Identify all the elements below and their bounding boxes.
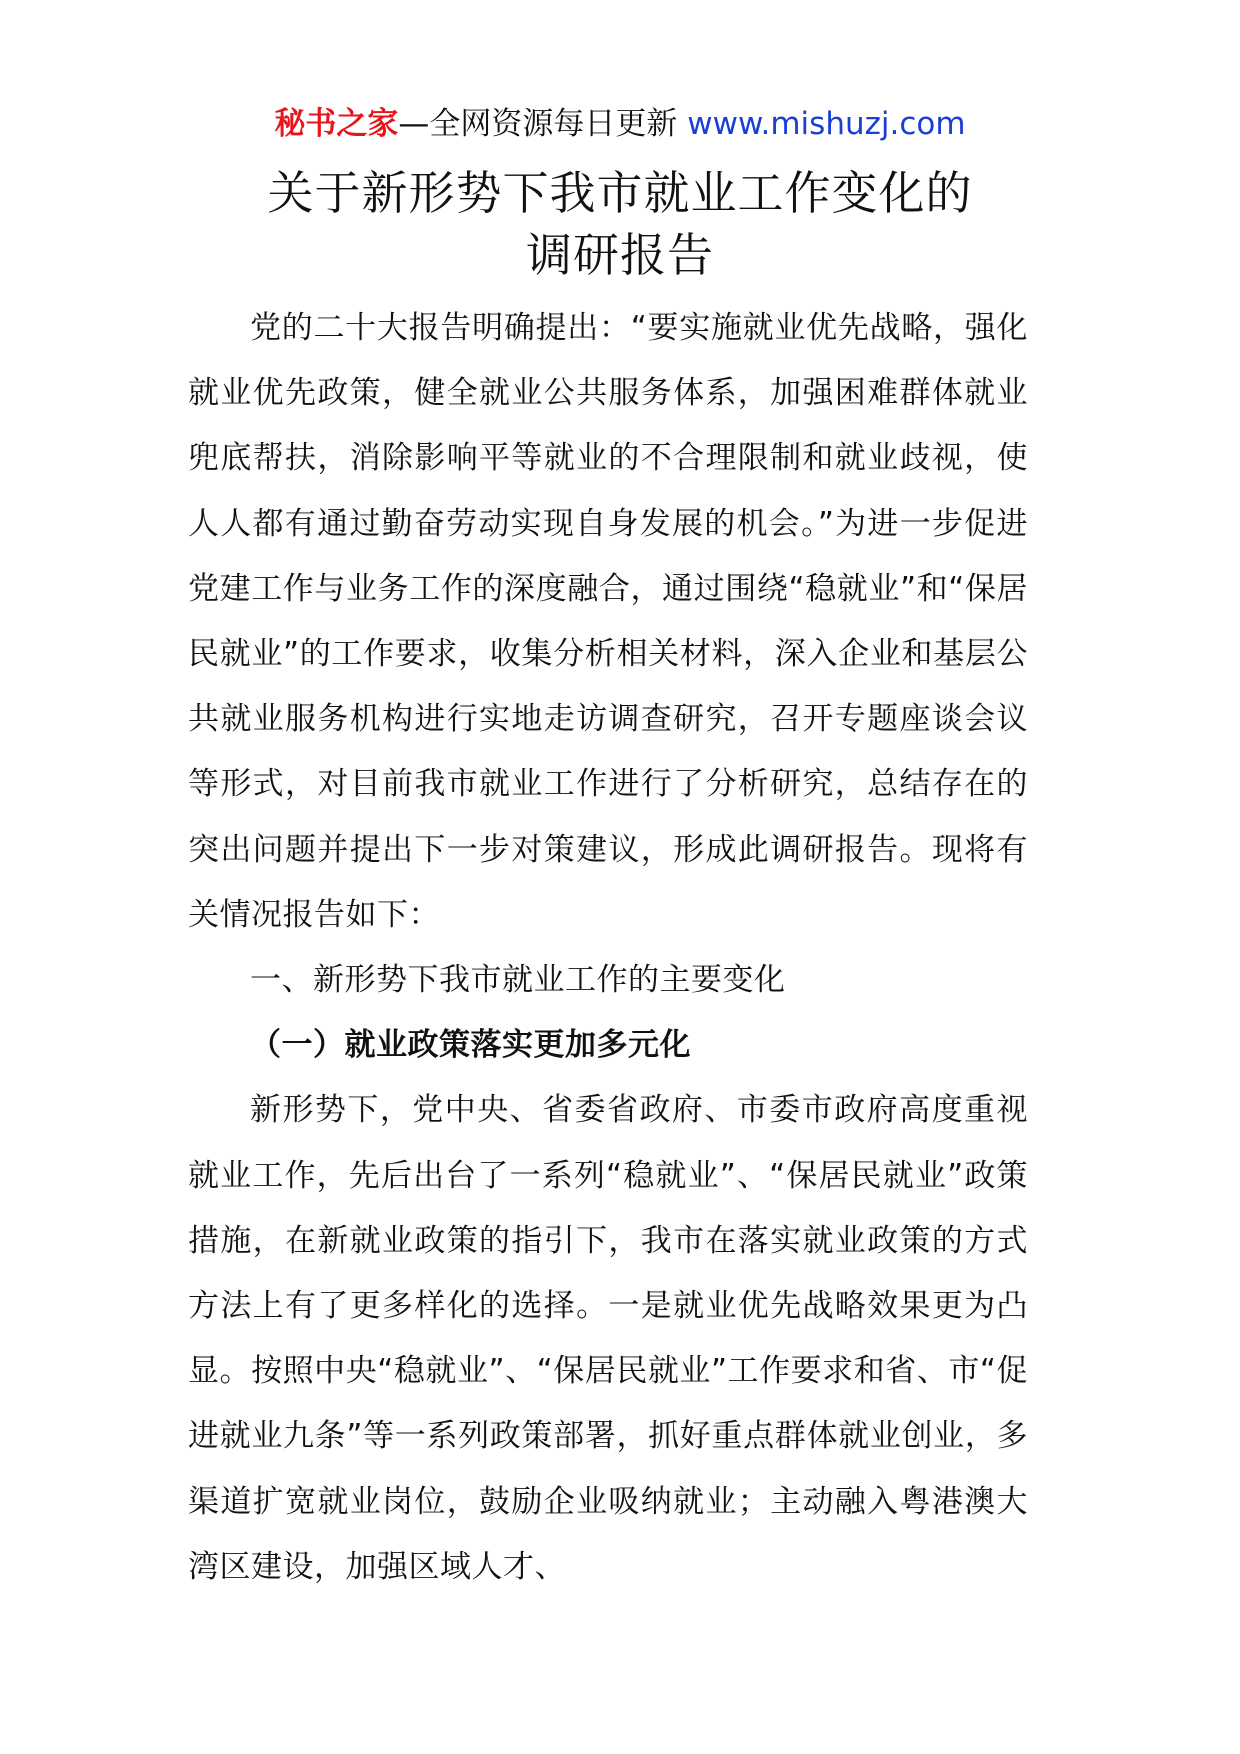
site-url-link[interactable]: www.mishuzj.com (687, 106, 966, 142)
brand-name: 秘书之家 (274, 106, 399, 142)
site-banner (0, 102, 1240, 146)
section-heading: 一、新形势下我市就业工作的主要变化 (250, 962, 786, 999)
title-line-1: 关于新形势下我市就业工作变化的 (267, 166, 973, 220)
subsection-paragraph: 新形势下，党中央、省委省政府、市委市政府高度重视就业工作，先后出台了一系列“稳就业”、“保居民就业”政策措施，在新就业政策的指引下，我市在落实就业政策的方式方法上有了更多样化的选择。一是就业优先战略效果更为凸显。按照中央“稳就业”、“保居民就业”工作要求和省、市“促进就业九条”等一系列政策部署，抓好重点群体就业创业，多渠道扩宽就业岗位，鼓励企业吸纳就业；主动融入粤港澳大湾区建设，加强区域人才、 (188, 1092, 1028, 1585)
document-body (188, 296, 1028, 1600)
banner-tagline: —全网资源每日更新 (398, 106, 688, 142)
document-title (0, 162, 1240, 286)
intro-paragraph: 党的二十大报告明确提出：“要实施就业优先战略，强化就业优先政策，健全就业公共服务体系，加强困难群体就业兜底帮扶，消除影响平等就业的不合理限制和就业歧视，使人人都有通过勤奋劳动实现自身发展的机会。”为进一步促进党建工作与业务工作的深度融合，通过围绕“稳就业”和“保居民就业”的工作要求，收集分析相关材料，深入企业和基层公共就业服务机构进行实地走访调查研究，召开专题座谈会议等形式，对目前我市就业工作进行了分析研究，总结存在的突出问题并提出下一步对策建议，形成此调研报告。现将有关情况报告如下： (188, 310, 1028, 933)
title-line-2: 调研报告 (526, 228, 714, 282)
subsection-heading: （一）就业政策落实更加多元化 (250, 1027, 691, 1064)
